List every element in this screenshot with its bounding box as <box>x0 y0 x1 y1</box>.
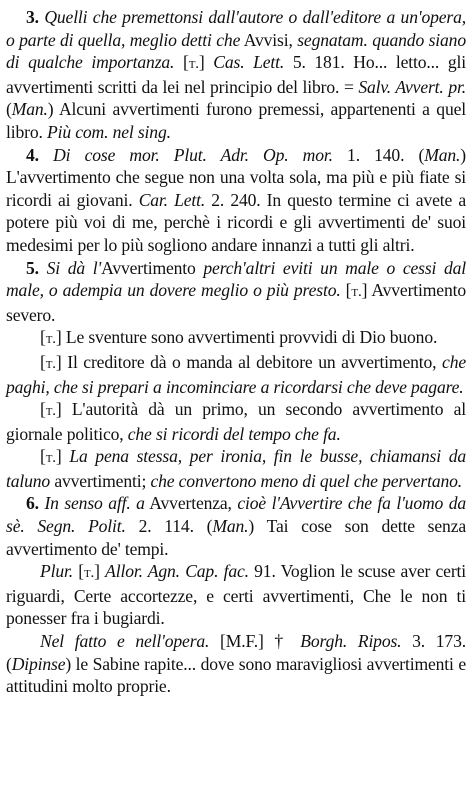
tommaseo-mark: t. <box>351 284 362 301</box>
text-run: [ <box>174 52 189 73</box>
text-run: ) Tai cose son dette senza avvertimento de' tempi. <box>6 516 467 559</box>
entry-paragraph <box>6 398 466 445</box>
italic-run: segnatam. quando siano di qualche importanza. <box>6 29 466 73</box>
entry-paragraph <box>6 351 466 398</box>
text-run: [ <box>40 327 46 348</box>
entry-paragraph <box>6 257 466 327</box>
italic-run: Dipinse <box>11 653 66 674</box>
entry-paragraph <box>6 326 466 351</box>
italic-run: che si ricordi del tempo che fa. <box>127 423 341 444</box>
italic-run: Si dà l' <box>46 257 102 278</box>
entry-paragraph <box>6 630 466 698</box>
text-run: ) le Sabine rapite... dove sono maravigliosi avvertimenti e attitudini molto proprie. <box>6 653 466 697</box>
text-run: 91. Voglion le scuse aver certi riguardi, Certe accortezze, e certi avvertimenti, Che le non ti ponesser fra i bugiardi. <box>6 561 466 629</box>
italic-run: Man. <box>424 144 461 165</box>
entry-paragraph <box>6 560 466 630</box>
italic-run: Nel fatto e nell'opera. <box>40 631 210 652</box>
text-run: ] <box>94 561 106 582</box>
italic-run: Plur. <box>40 561 73 582</box>
italic-run: La pena stessa, per ironia, fin le busse, chiamansi da taluno <box>6 446 466 491</box>
text-run: ] Il creditore dà o manda al debitore un avvertimento, <box>55 351 443 372</box>
italic-run: Più com. nel sing. <box>46 121 171 142</box>
text-run: avvertimenti; <box>50 470 151 491</box>
text-run: ) Alcuni avvertimenti furono premessi, appartenenti a quel libro. <box>6 99 466 142</box>
sense-number: 6. <box>26 493 39 514</box>
italic-run: cioè l'Avvertire che fa l'uomo da sè. Segn. Polit. <box>6 493 466 537</box>
sense-number: 4. <box>26 144 39 165</box>
italic-run: Salv. Avvert. pr. <box>358 76 466 97</box>
sense-number: 5. <box>26 257 39 278</box>
text-run: [ <box>40 446 46 467</box>
text-run: 3. 173. ( <box>6 631 466 674</box>
text-run: 2. 240. In questo termine ci avete a potere più voi di me, perchè i ricordi e gli avvertimenti de' suoi medesimi per lo più sogliono andare innanzi a tutti gli altri. <box>6 189 466 255</box>
text-run <box>39 258 47 278</box>
text-run: [ <box>72 561 84 582</box>
italic-run: Man. <box>212 516 249 537</box>
entry-paragraph <box>6 144 466 257</box>
italic-run: che convertono meno di quel che pervertano. <box>150 470 463 491</box>
entry-paragraph <box>6 445 466 492</box>
text-run: [ <box>340 280 352 301</box>
italic-run: Cas. Lett. <box>213 52 285 73</box>
text-run: ( <box>6 99 12 120</box>
italic-run: perch'altri eviti un male o cessi dal male, o adempia un dovere meglio o più presto. <box>6 257 467 301</box>
text-run: ] Avvertimento severo. <box>6 280 466 325</box>
text-run: ) L'avvertimento che segue non una volta sola, ma più e più fiate si ricordi ai giovani. <box>6 144 466 210</box>
text-run: [ <box>40 399 46 420</box>
text-run: 1. 140. ( <box>332 144 425 165</box>
text-run: ] Le sventure sono avvertimenti provvidi di Dio buono. <box>55 327 438 348</box>
sense-number: 3. <box>26 7 39 27</box>
italic-run: Di cose mor. Plut. Adr. Op. mor. <box>53 144 333 165</box>
text-run <box>39 145 53 165</box>
italic-run: In senso aff. a <box>44 493 145 514</box>
text-run: [M.F.] † <box>209 631 301 652</box>
italic-run: Allor. Agn. Cap. fac. <box>105 561 249 582</box>
text-run: 2. 114. ( <box>125 516 213 537</box>
text-run: ] <box>55 446 70 467</box>
tommaseo-mark: t. <box>45 450 56 467</box>
text-run: Avvisi, <box>240 29 298 50</box>
tommaseo-mark: t. <box>188 56 199 73</box>
text-run: Avvertenza, <box>144 493 238 514</box>
entry-paragraph <box>6 6 466 144</box>
italic-run: che paghi, che si prepari a incominciare a ricordarsi che deve pagare. <box>6 351 466 397</box>
tommaseo-mark: t. <box>45 355 56 372</box>
italic-run: Borgh. Ripos. <box>300 631 402 652</box>
italic-run: Quelli che premettonsi dall'autore o dall'editore a un'opera, o parte di quella, meglio detti che <box>6 7 467 50</box>
text-run: [ <box>40 351 46 372</box>
text-run: ] <box>198 52 214 73</box>
text-run: 5. 181. Ho... letto... gli avvertimenti scritti da lei nel principio del libro. = <box>6 52 466 97</box>
tommaseo-mark: t. <box>45 331 56 348</box>
tommaseo-mark: t. <box>45 403 56 420</box>
italic-run: Man. <box>11 99 48 120</box>
text-run: ] L'autorità dà un primo, un secondo avvertimento al giornale politico, <box>6 399 466 444</box>
italic-run: Car. Lett. <box>138 189 206 210</box>
text-run: Avvertimento <box>101 257 204 278</box>
entry-paragraph <box>6 492 466 560</box>
tommaseo-mark: t. <box>83 565 95 582</box>
